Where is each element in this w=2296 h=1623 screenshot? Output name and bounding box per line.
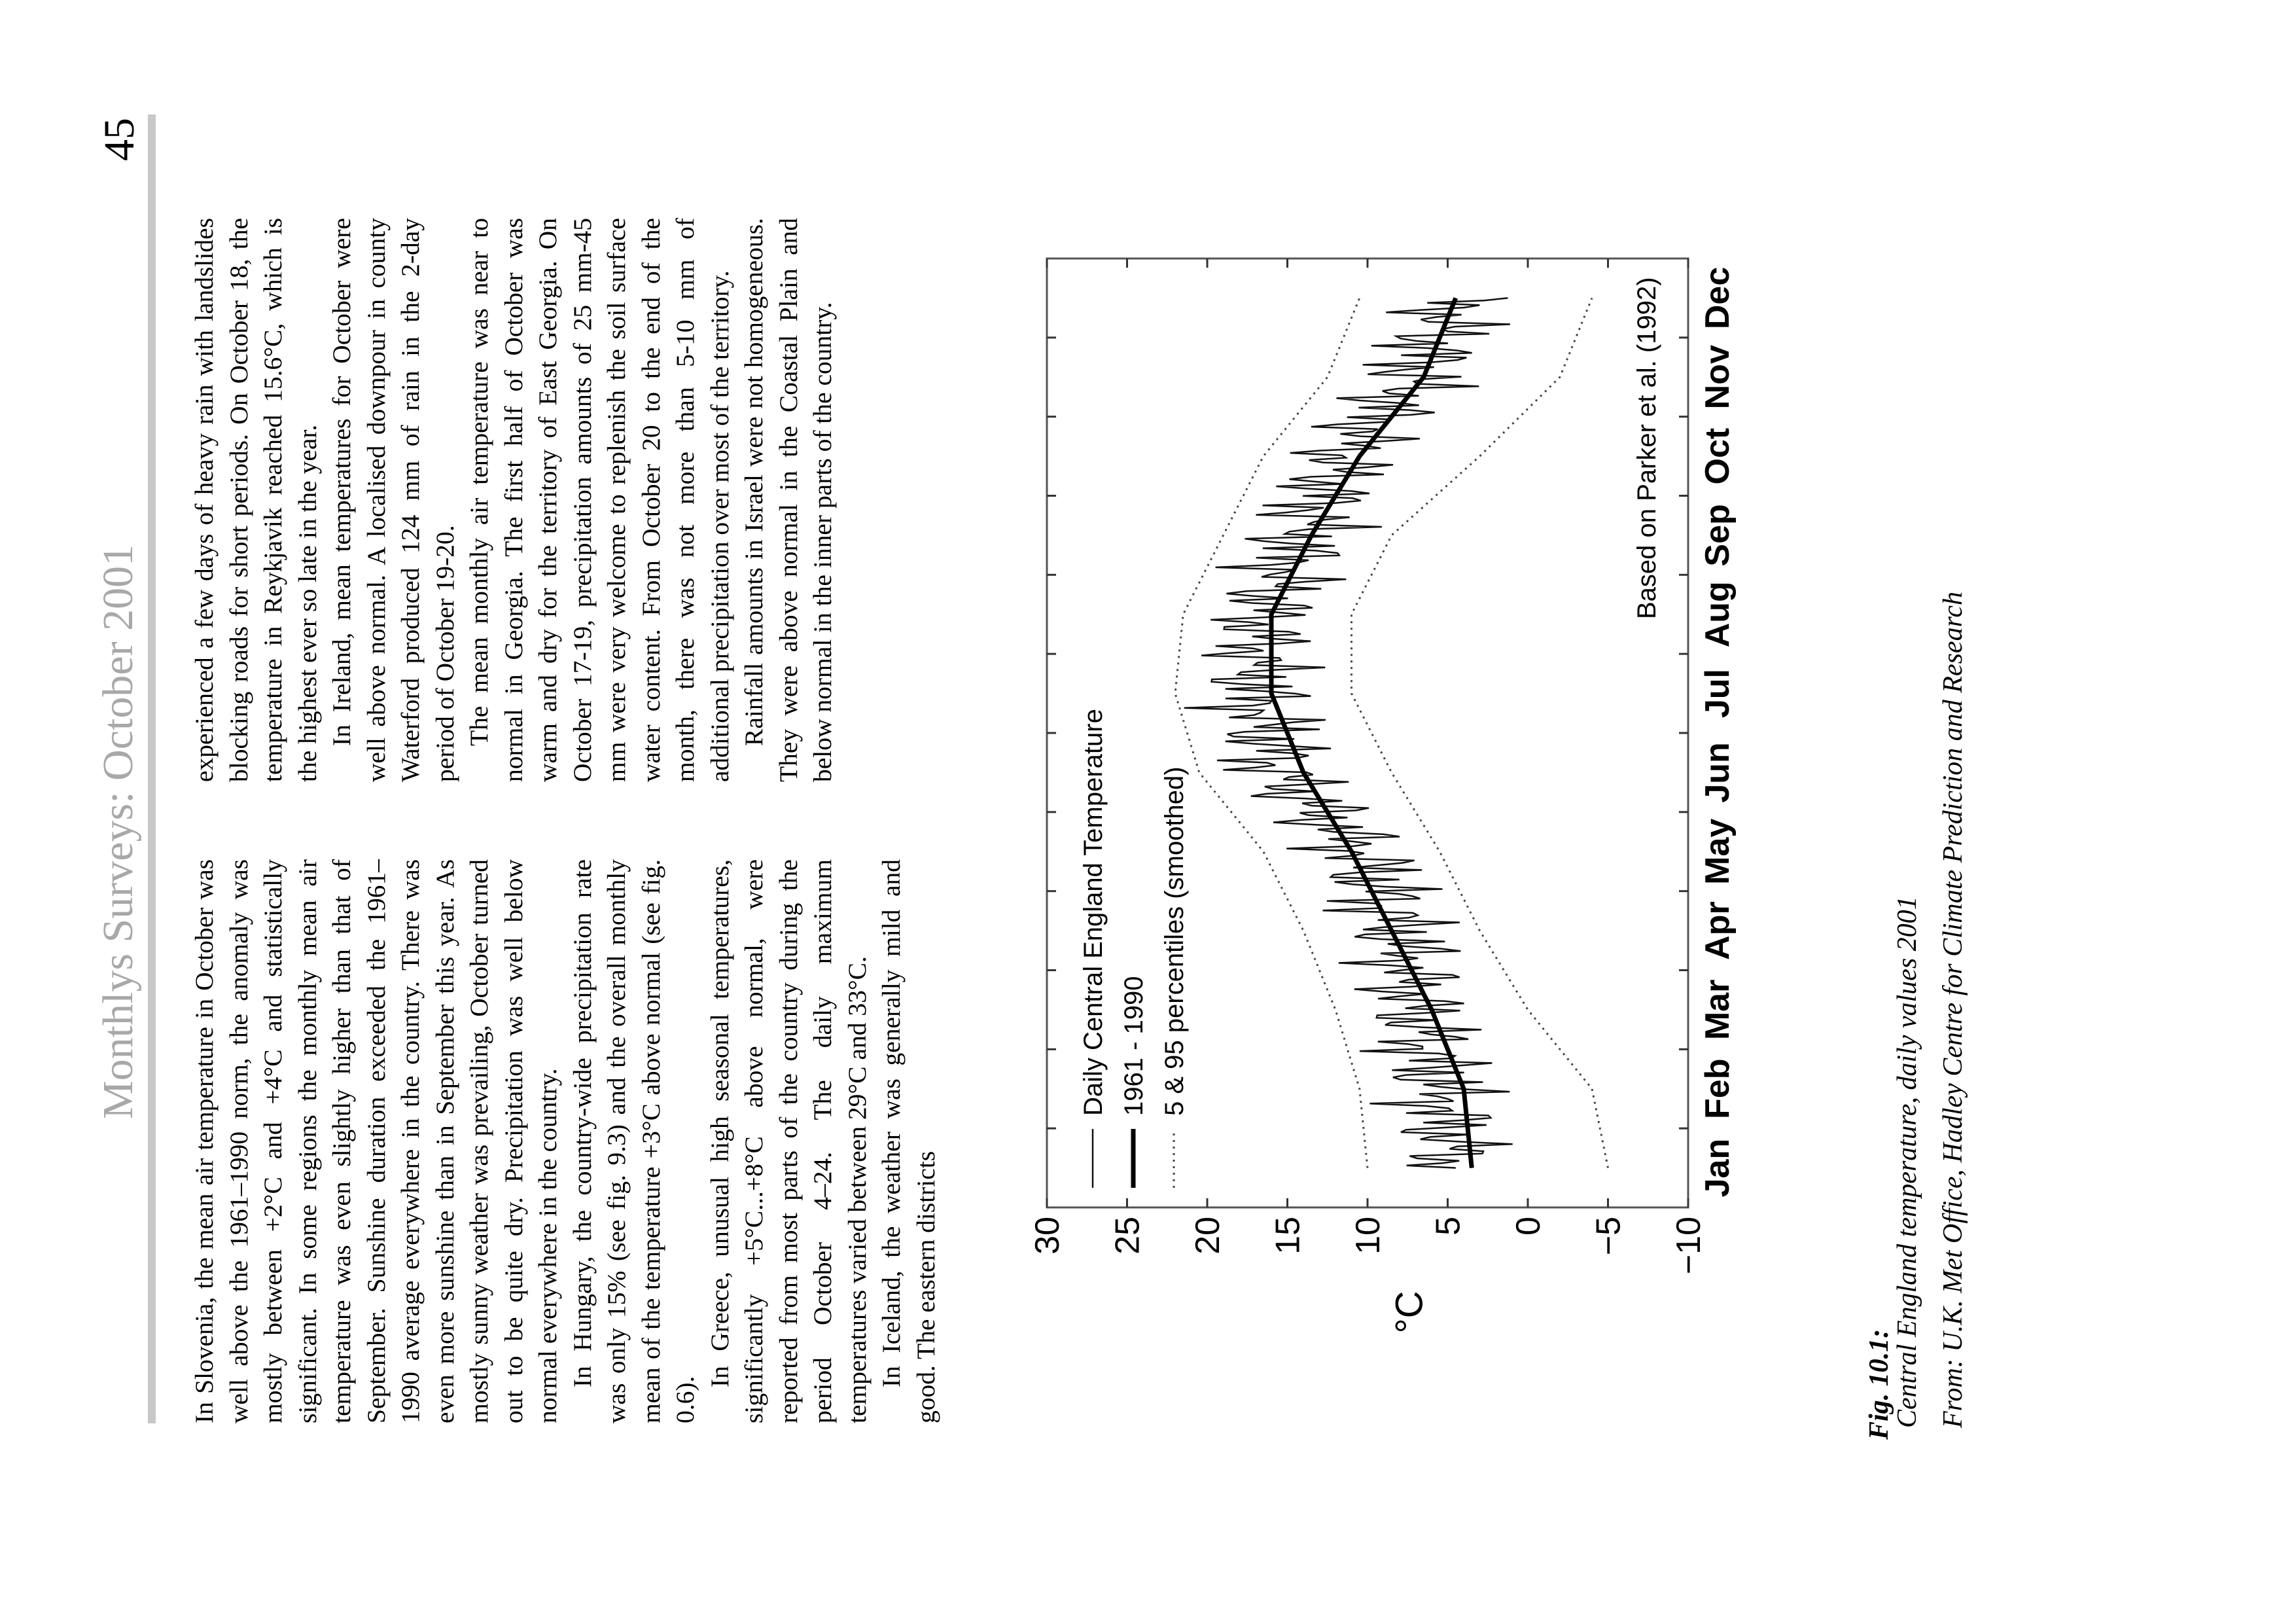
text-column-left [187, 859, 943, 1423]
paragraph-greece: In Greece, unusual high seasonal temperatures, significantly +5°C...+8°C above normal, were reported from most parts of the country during the period October 4–24. The daily maximum temperatures varied between 29°C and 33°C. [705, 859, 872, 1423]
y-tick-label: 20 [1189, 1217, 1227, 1255]
x-tick-label: Dec [1699, 266, 1737, 330]
y-tick-label: 0 [1510, 1217, 1547, 1236]
x-tick-label: Jul [1699, 669, 1737, 719]
x-tick-label: Oct [1699, 427, 1737, 485]
legend-entry: Daily Central England Temperature [1079, 709, 1108, 1116]
x-tick-label: Jun [1699, 742, 1737, 803]
percentile-5-line [1352, 298, 1608, 1168]
x-tick-label: Mar [1699, 979, 1737, 1041]
x-tick-label: Sep [1699, 504, 1737, 567]
x-tick-label: Nov [1699, 345, 1737, 410]
header-rule [148, 115, 156, 1423]
x-tick-label: Apr [1699, 901, 1737, 960]
figure-caption-line1: Central England temperature, daily values 2001 [1892, 896, 1922, 1428]
daily-temperature-line [1184, 298, 1513, 1168]
paragraph-iceland-continued: experienced a few days of heavy rain with landslides blocking roads for short periods. On October 18, the temperature in Reykjavik reached 15.6°C, which is the highest ever so late in the year. [190, 218, 322, 782]
figure-caption [1884, 592, 1976, 1428]
paragraph-georgia: The mean monthly air temperature was near to normal in Georgia. The first half of October was warm and dry for the territory of East Georgia. On October 17-19, precipitation amounts of 25 mm-45 mm were very welcome to replenish the soil surface water content. From October 20 to the end of the month, there was not more than 5-10 mm of additional precipitation over most of the territory. [465, 218, 734, 782]
legend-entry: 1961 - 1990 [1120, 976, 1148, 1116]
paragraph-iceland: In Iceland, the weather was generally mild and good. The eastern districts [877, 859, 940, 1423]
x-tick-label: Aug [1699, 581, 1737, 648]
paragraph-israel: Rainfall amounts in Israel were not homogeneous. They were above normal in the Coastal Plain and below normal in the inner parts of the country. [739, 218, 837, 782]
paragraph-ireland: In Ireland, mean temperatures for October were well above normal. A localised downpour in county Waterford produced 124 mm of rain in the 2-day period of October 19-20. [327, 218, 459, 782]
figure-label: Fig. 10.1: [1864, 1329, 1894, 1440]
y-tick-label: 15 [1269, 1217, 1307, 1255]
x-tick-label: May [1699, 818, 1737, 885]
y-tick-label: 5 [1429, 1217, 1468, 1236]
figure-caption-line2: From: U.K. Met Office, Hadley Centre for Climate Prediction and Research [1938, 591, 1968, 1428]
y-tick-label: 30 [1029, 1217, 1067, 1255]
y-axis-label: °C [1388, 1291, 1431, 1334]
y-tick-label: 10 [1349, 1217, 1387, 1255]
source-annotation: Based on Parker et al. (1992) [1633, 277, 1661, 619]
x-tick-label: Jan [1699, 1138, 1737, 1198]
y-tick-label: −10 [1670, 1217, 1708, 1275]
text-column-right [187, 218, 840, 782]
legend-entry: 5 & 95 percentiles (smoothed) [1160, 766, 1189, 1116]
paragraph-slovenia: In Slovenia, the mean air temperature in October was well above the 1961–1990 norm, the anomaly was mostly between +2°C and +4°C and statistically significant. In some regions the monthly mean air temperature was even slightly higher than that of September. Sunshine duration exceeded the 1961–1990 average everywhere in the country. There was even more sunshine than in September this year. As mostly sunny weather was prevailing, October turned out to be quite dry. Precipitation was well below normal everywhere in the country. [190, 859, 562, 1423]
page-number: 45 [96, 118, 143, 161]
x-tick-label: Feb [1699, 1058, 1737, 1119]
paragraph-hungary: In Hungary, the country-wide precipitation rate was only 15% (see fig. 9.3) and the overall monthly mean of the temperature +3°C above normal (see fig. 0.6). [567, 859, 699, 1423]
y-tick-label: 25 [1108, 1217, 1147, 1255]
temperature-chart [1021, 239, 1767, 1351]
y-tick-label: −5 [1589, 1217, 1628, 1256]
running-header-title: Monthlys Surveys: October 2001 [94, 544, 142, 1119]
